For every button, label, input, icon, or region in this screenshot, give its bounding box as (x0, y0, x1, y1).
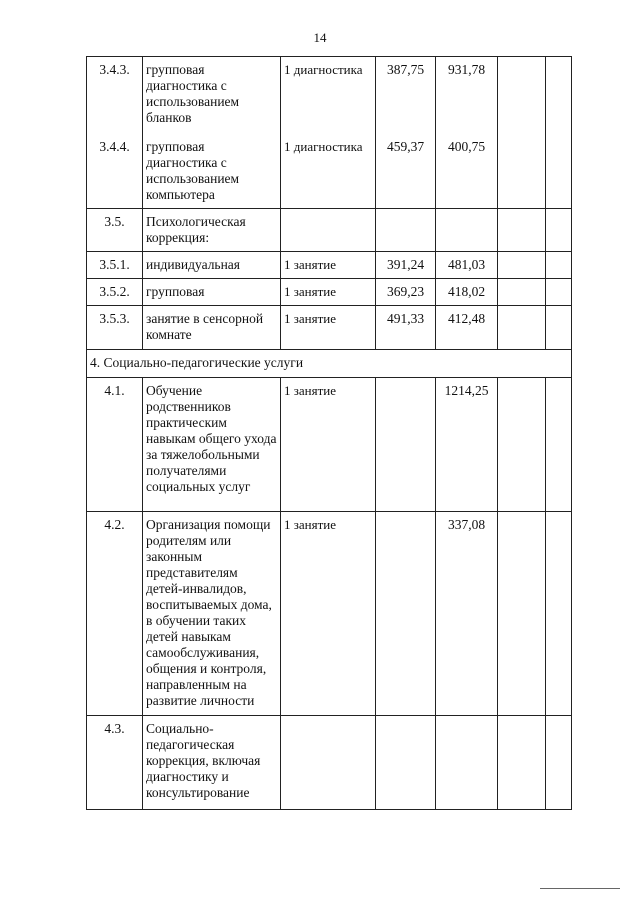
price-value-1: 391,24 (376, 251, 436, 278)
table-row (87, 377, 572, 511)
row-number: 3.5.3. (87, 305, 143, 349)
service-name: Обучение родственников практическим навыкам общего ухода за тяжелобольными получателями социальных услуг (143, 377, 281, 511)
price-value-2: 481,03 (436, 251, 498, 278)
price-value-2: 418,02 (436, 278, 498, 305)
unit-of-service: 1 занятие (281, 511, 376, 715)
table-row (87, 134, 572, 209)
empty-cell (546, 715, 572, 809)
service-name: индивидуальная (143, 251, 281, 278)
table-row (87, 715, 572, 809)
unit-of-service: 1 диагностика (281, 57, 376, 134)
row-number: 4.1. (87, 377, 143, 511)
empty-cell (546, 251, 572, 278)
row-number: 3.5. (87, 208, 143, 251)
tariff-table (86, 56, 572, 810)
empty-cell (546, 377, 572, 511)
service-name: Психологическая коррекция: (143, 208, 281, 251)
row-number: 4.3. (87, 715, 143, 809)
price-value-1: 459,37 (376, 134, 436, 209)
section-row (87, 349, 572, 377)
price-value-2: 931,78 (436, 57, 498, 134)
empty-cell (546, 208, 572, 251)
price-value-1 (376, 715, 436, 809)
empty-cell (498, 57, 546, 134)
unit-of-service: 1 занятие (281, 305, 376, 349)
price-value-2: 412,48 (436, 305, 498, 349)
empty-cell (498, 377, 546, 511)
empty-cell (498, 134, 546, 209)
unit-of-service (281, 715, 376, 809)
row-number: 3.5.1. (87, 251, 143, 278)
price-value-1 (376, 377, 436, 511)
price-value-2: 337,08 (436, 511, 498, 715)
price-value-2: 1214,25 (436, 377, 498, 511)
section-title: 4. Социально-педагогические услуги (87, 349, 572, 377)
price-value-1 (376, 511, 436, 715)
service-name: Социально-педагогическая коррекция, включая диагностику и консультирование (143, 715, 281, 809)
price-value-1: 369,23 (376, 278, 436, 305)
empty-cell (546, 134, 572, 209)
price-value-2 (436, 208, 498, 251)
price-value-2: 400,75 (436, 134, 498, 209)
footer-rule (540, 888, 620, 889)
empty-cell (498, 511, 546, 715)
table-row (87, 305, 572, 349)
empty-cell (498, 208, 546, 251)
empty-cell (498, 305, 546, 349)
unit-of-service (281, 208, 376, 251)
service-name: групповая диагностика с использованием компьютера (143, 134, 281, 209)
table-row (87, 278, 572, 305)
empty-cell (498, 251, 546, 278)
table-row (87, 511, 572, 715)
service-name: групповая (143, 278, 281, 305)
row-number: 3.4.3. (87, 57, 143, 134)
unit-of-service: 1 занятие (281, 278, 376, 305)
table-row (87, 208, 572, 251)
service-name: групповая диагностика с использованием бланков (143, 57, 281, 134)
empty-cell (546, 57, 572, 134)
empty-cell (498, 278, 546, 305)
empty-cell (546, 511, 572, 715)
price-value-1: 491,33 (376, 305, 436, 349)
price-value-2 (436, 715, 498, 809)
row-number: 3.4.4. (87, 134, 143, 209)
empty-cell (498, 715, 546, 809)
row-number: 3.5.2. (87, 278, 143, 305)
unit-of-service: 1 занятие (281, 377, 376, 511)
table-row (87, 57, 572, 134)
empty-cell (546, 305, 572, 349)
unit-of-service: 1 диагностика (281, 134, 376, 209)
row-number: 4.2. (87, 511, 143, 715)
price-value-1: 387,75 (376, 57, 436, 134)
service-name: занятие в сенсорной комнате (143, 305, 281, 349)
page-number: 14 (313, 30, 327, 45)
price-value-1 (376, 208, 436, 251)
empty-cell (546, 278, 572, 305)
unit-of-service: 1 занятие (281, 251, 376, 278)
table-row (87, 251, 572, 278)
service-name: Организация помощи родителям или законным представителям детей-инвалидов, воспитываемых дома, в обучении таких детей навыкам самообслуживания, общения и контроля, направленным на развитие личности (143, 511, 281, 715)
